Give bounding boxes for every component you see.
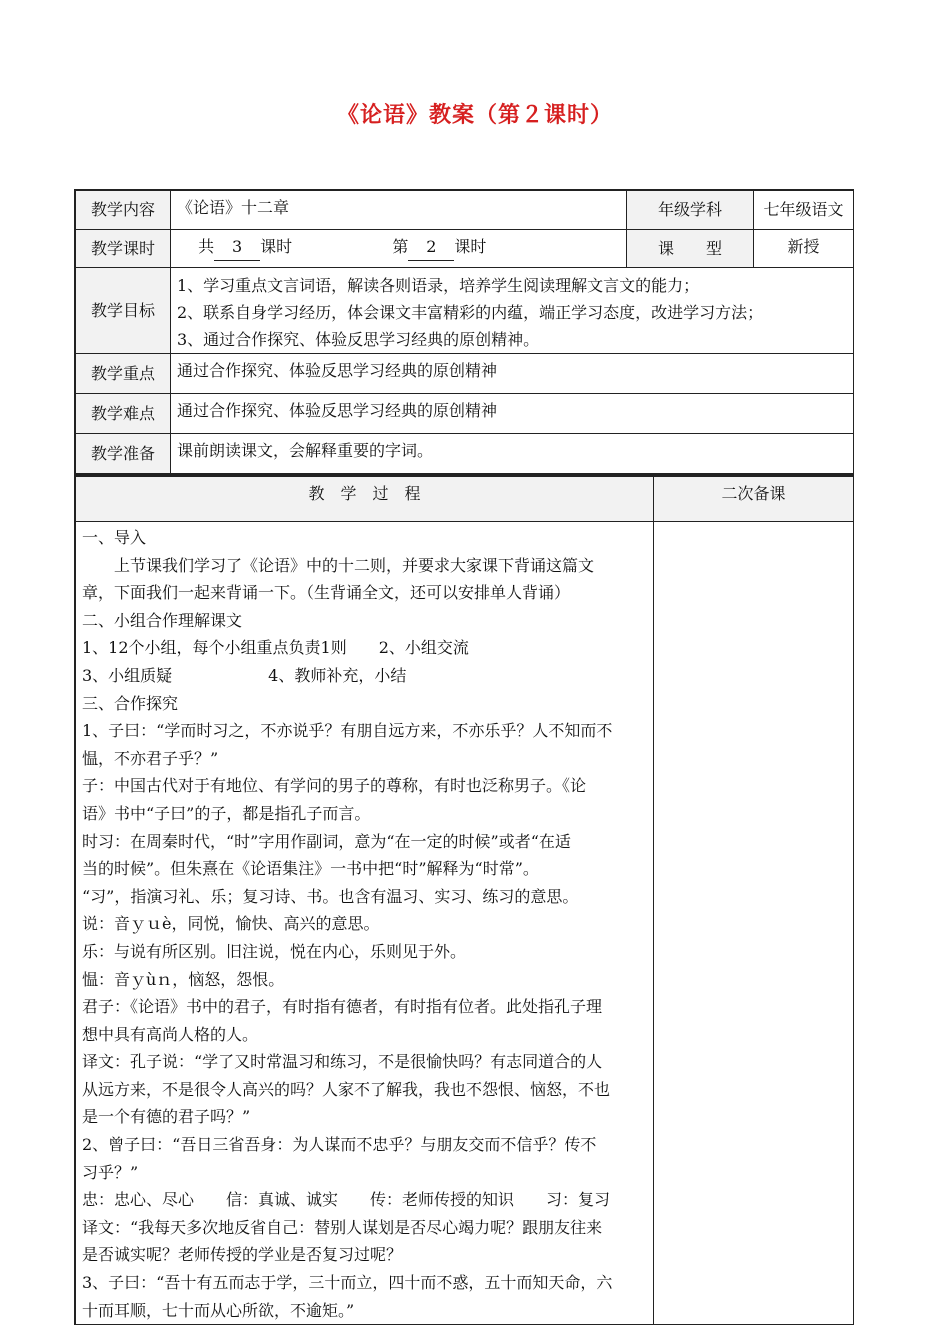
row-period bbox=[76, 230, 854, 268]
goal-item: 3、通过合作探究、体验反思学习经典的原创精神。 bbox=[177, 330, 540, 349]
period-total: 3 bbox=[214, 234, 260, 261]
grade-value: 七年级语文 bbox=[754, 191, 854, 230]
lesson-info-table bbox=[74, 189, 854, 475]
row-key-points bbox=[76, 354, 854, 394]
period-value bbox=[171, 230, 627, 268]
second-prep-column bbox=[654, 522, 854, 1325]
process-line: 当的时候”。但朱熹在《论语集注》一书中把“时”解释为“时常”。 bbox=[82, 859, 539, 879]
process-line: 上节课我们学习了《论语》中的十二则，并要求大家课下背诵这篇文 bbox=[114, 555, 595, 575]
period-unit: 课时 bbox=[260, 237, 293, 256]
prep-value: 课前朗读课文，会解释重要的字词。 bbox=[171, 434, 854, 474]
process-header-row bbox=[76, 477, 854, 522]
process-line: 是一个有德的君子吗？” bbox=[82, 1107, 251, 1127]
type-label: 课 型 bbox=[627, 230, 754, 268]
process-line: 2、曾子曰：“吾日三省吾身：为人谋而不忠乎？与朋友交而不信乎？传不 bbox=[82, 1135, 597, 1155]
process-line: “习”，指演习礼、乐；复习诗、书。也含有温习、实习、练习的意思。 bbox=[82, 886, 579, 906]
period-current-prefix: 第 bbox=[392, 237, 409, 256]
process-line: 子：中国古代对于有地位、有学问的男子的尊称，有时也泛称男子。《论 bbox=[82, 776, 587, 796]
process-line: 语》书中“子曰”的子，都是指孔子而言。 bbox=[82, 803, 371, 823]
process-line: 君子：《论语》书中的君子，有时指有德者，有时指有位者。此处指孔子理 bbox=[82, 997, 603, 1017]
process-line: 从远方来，不是很令人高兴的吗？人家不了解我，我也不怨恨、恼怒，不也 bbox=[82, 1079, 611, 1099]
type-value: 新授 bbox=[754, 230, 854, 268]
goals-label: 教学目标 bbox=[76, 268, 171, 354]
key-label: 教学重点 bbox=[76, 354, 171, 394]
process-line: 愠，不亦君子乎？” bbox=[82, 748, 219, 768]
process-line: 3、小组质疑 4、教师补充，小结 bbox=[82, 665, 407, 685]
period-current-unit: 课时 bbox=[454, 237, 487, 256]
process-line: 1、子曰：“学而时习之，不亦说乎？有朋自远方来，不亦乐乎？人不知而不 bbox=[82, 721, 613, 741]
process-line: 章，下面我们一起来背诵一下。（生背诵全文，还可以安排单人背诵） bbox=[82, 583, 571, 603]
goal-item: 2、联系自身学习经历，体会课文丰富精彩的内蕴，端正学习态度，改进学习方法； bbox=[177, 303, 764, 322]
row-content bbox=[76, 191, 854, 230]
process-line: 是否诚实呢？老师传授的学业是否复习过呢？ bbox=[82, 1245, 403, 1265]
second-prep-header: 二次备课 bbox=[654, 477, 854, 522]
process-line: 乐：与说有所区别。旧注说，悦在内心，乐则见于外。 bbox=[82, 941, 467, 961]
difficulty-label: 教学难点 bbox=[76, 394, 171, 434]
process-line: 二、小组合作理解课文 bbox=[82, 610, 243, 630]
process-line: 忠：忠心、尽心 信：真诚、诚实 传：老师传授的知识 习：复习 bbox=[82, 1190, 611, 1210]
grade-label: 年级学科 bbox=[627, 191, 754, 230]
process-line: 三、合作探究 bbox=[82, 693, 179, 713]
process-body-row bbox=[76, 522, 854, 1325]
goal-item: 1、学习重点文言词语，解读各则语录，培养学生阅读理解文言文的能力； bbox=[177, 276, 700, 295]
process-line: 说：音ｙｕè，同悦，愉快、高兴的意思。 bbox=[82, 914, 380, 934]
process-line: 译文：孔子说：“学了又时常温习和练习，不是很愉快吗？有志同道合的人 bbox=[82, 1052, 603, 1072]
period-current: 2 bbox=[408, 234, 454, 261]
teaching-process-table bbox=[74, 475, 854, 1325]
process-content bbox=[76, 522, 654, 1325]
period-label: 教学课时 bbox=[76, 230, 171, 268]
goals-list bbox=[171, 268, 854, 354]
process-line: 1、12个小组，每个小组重点负责1则 2、小组交流 bbox=[82, 638, 469, 658]
prep-label: 教学准备 bbox=[76, 434, 171, 474]
process-header: 教 学 过 程 bbox=[76, 477, 654, 522]
process-line: 3、子曰：“吾十有五而志于学，三十而立，四十而不惑，五十而知天命，六 bbox=[82, 1273, 613, 1293]
process-line: 十而耳顺，七十而从心所欲，不逾矩。” bbox=[82, 1300, 355, 1320]
difficulty-value: 通过合作探究、体验反思学习经典的原创精神 bbox=[171, 394, 854, 434]
process-line: 习乎？” bbox=[82, 1162, 139, 1182]
content-value: 《论语》十二章 bbox=[171, 191, 627, 230]
period-total-prefix: 共 bbox=[198, 237, 215, 256]
row-goals bbox=[76, 268, 854, 354]
key-value: 通过合作探究、体验反思学习经典的原创精神 bbox=[171, 354, 854, 394]
row-prep bbox=[76, 434, 854, 474]
process-line: 愠：音ｙùｎ，恼怒，怨恨。 bbox=[82, 969, 285, 989]
process-line: 时习：在周秦时代，“时”字用作副词，意为“在一定的时候”或者“在适 bbox=[82, 831, 571, 851]
process-line: 一、导入 bbox=[82, 528, 147, 547]
process-line: 译文：“我每天多次地反省自己：替别人谋划是否尽心竭力呢？跟朋友往来 bbox=[82, 1217, 603, 1237]
page-title: 《论语》教案（第２课时） bbox=[336, 103, 613, 128]
process-line: 想中具有高尚人格的人。 bbox=[82, 1024, 259, 1044]
content-label: 教学内容 bbox=[76, 191, 171, 230]
row-difficulty bbox=[76, 394, 854, 434]
